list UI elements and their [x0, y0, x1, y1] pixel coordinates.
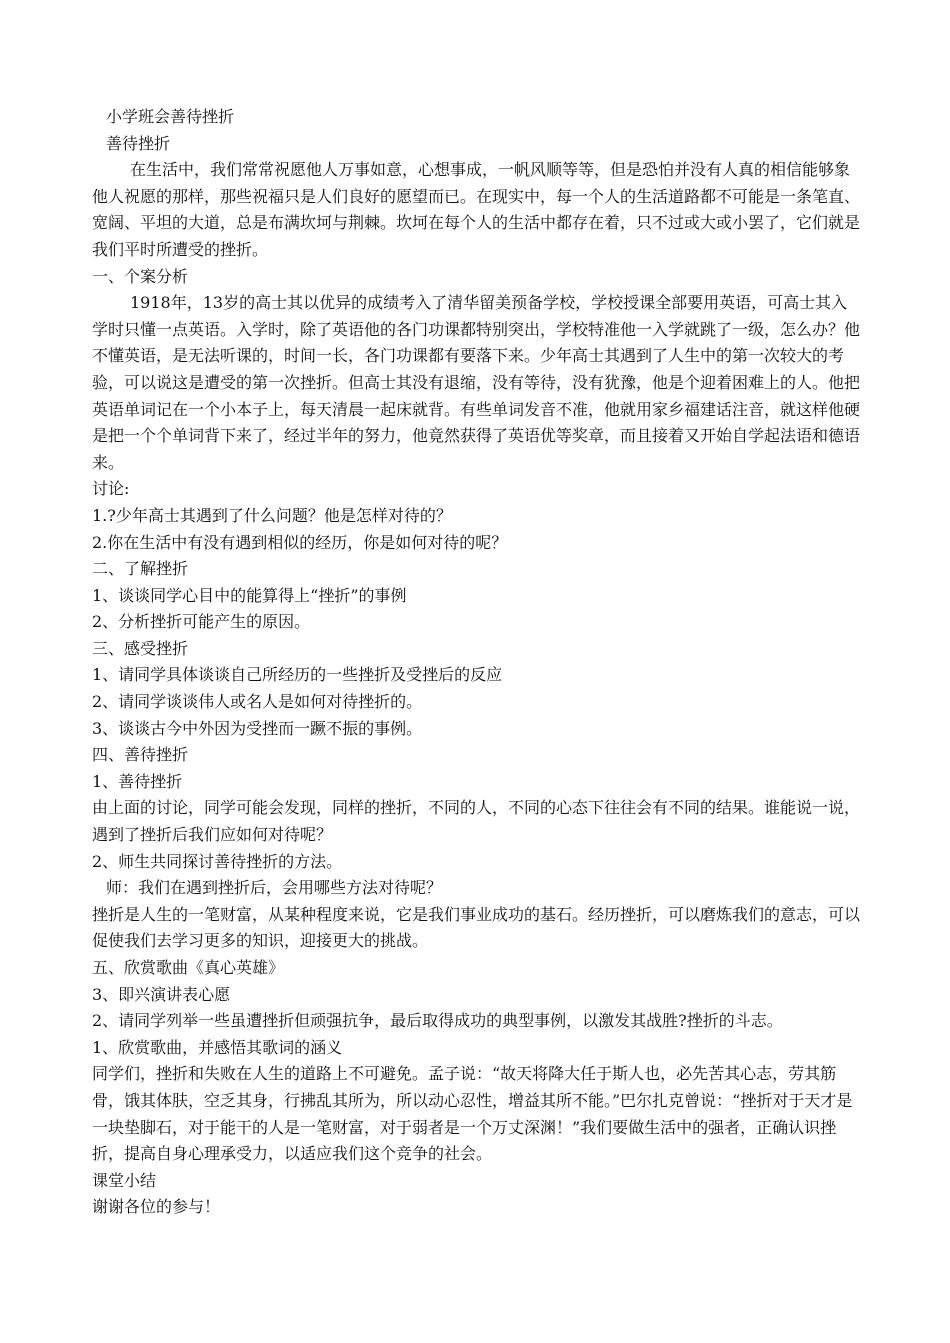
- teacher-question: 师：我们在遇到挫折后，会用哪些方法对待呢？: [106, 878, 443, 898]
- discussion-question-2: 2.你在生活中有没有遇到相似的经历，你是如何对待的呢？: [92, 532, 508, 552]
- intro-paragraph: 在生活中，我们常常祝愿他人万事如意，心想事成，一帆风顺等等，但是恐怕并没有人真的相信能够象他人祝愿的那样，那些祝福只是人们良好的愿望而已。在现实中，每一个人的生活道路都不可能是一条笔直、宽阔、平坦的大道，总是布满坎坷与荆棘。坎坷在每个人的生活中都存在着，只不过或大或小罢了，它们就是我们平时所遭受的挫折。: [92, 160, 861, 259]
- treat-item-1: 1、善待挫折: [92, 771, 183, 791]
- case-paragraph: 1918年，13岁的高士其以优异的成绩考入了清华留美预备学校，学校授课全部要用英语，可高士其入学时只懂一点英语。入学时，除了英语他的各门功课都特别突出，学校特准他一入学就跳了一级，怎么办？他不懂英语，是无法听课的，时间一长，各门功课都有要落下来。少年高士其遇到了人生中的第一次较大的考验，可以说这是遭受的第一次挫折。但高士其没有退缩，没有等待，没有犹豫，他是个迎着困难上的人。他把英语单词记在一个小本子上，每天清晨一起床就背。有些单词发音不准，他就用家乡福建话注音，就这样他硬是把一个个单词背下来了，经过半年的努力，他竟然获得了英语优等奖章，而且接着又开始自学起法语和德语来。: [92, 293, 861, 472]
- song-paragraph-2: 同学们，挫折和失败在人生的道路上不可避免。孟子说：“故天将降大任于斯人也，必先苦其心志，劳其筋骨，饿其体肤，空乏其身，行拂乱其所为，所以动心忍性，增益其所不能。”巴尔扎克曾说：“挫折对于天才是一块垫脚石，对于能干的人是一笔财富，对于弱者是一个万丈深渊！”我们要做生活中的强者，正确认识挫折，提高自身心理承受力，以适应我们这个竞争的社会。: [92, 1064, 853, 1164]
- feel-item-3: 3、谈谈古今中外因为受挫而一蹶不振的事例。: [92, 718, 423, 738]
- feel-item-2: 2、请同学谈谈伟人或名人是如何对待挫折的。: [92, 692, 423, 712]
- document-subtitle: 善待挫折: [106, 133, 171, 153]
- understand-item-2: 2、分析挫折可能产生的原因。: [92, 612, 311, 632]
- song-item-3: 3、即兴演讲表心愿: [92, 984, 231, 1004]
- feel-item-1: 1、请同学具体谈谈自己所经历的一些挫折及受挫后的反应: [92, 665, 503, 685]
- summary-heading: 课堂小结: [92, 1170, 157, 1190]
- song-item-1: 1、欣赏歌曲，并感悟其歌词的涵义: [92, 1037, 343, 1057]
- treat-paragraph-2: 挫折是人生的一笔财富，从某种程度来说，它是我们事业成功的基石。经历挫折，可以磨炼我们的意志，可以促使我们去学习更多的知识，迎接更大的挑战。: [92, 904, 861, 951]
- closing-line: 谢谢各位的参与！: [92, 1197, 221, 1217]
- song-paragraph-1: 2、请同学列举一些虽遭挫折但顽强抗争，最后取得成功的典型事例，以激发其战胜?挫折的斗志。: [92, 1011, 783, 1031]
- discussion-label: 讨论:: [92, 479, 130, 499]
- treat-paragraph-1: 由上面的讨论，同学可能会发现，同样的挫折，不同的人，不同的心态下往往会有不同的结果。谁能说一说，遇到了挫折后我们应如何对待呢？: [92, 798, 861, 845]
- section-heading-feel: 三、感受挫折: [92, 638, 189, 658]
- understand-item-1: 1、谈谈同学心目中的能算得上“挫折”的事例: [92, 585, 407, 605]
- discussion-question-1: 1.?少年高士其遇到了什么问题？他是怎样对待的？: [92, 505, 452, 525]
- document-title: 小学班会善待挫折: [106, 107, 235, 126]
- document-page: [92, 104, 860, 1221]
- section-heading-understand: 二、了解挫折: [92, 559, 189, 579]
- section-heading-treat: 四、善待挫折: [92, 745, 189, 765]
- treat-item-2: 2、师生共同探讨善待挫折的方法。: [92, 851, 343, 871]
- section-heading-song: 五、欣赏歌曲《真心英雄》: [92, 958, 285, 977]
- section-heading-case-analysis: 一、个案分析: [92, 266, 189, 286]
